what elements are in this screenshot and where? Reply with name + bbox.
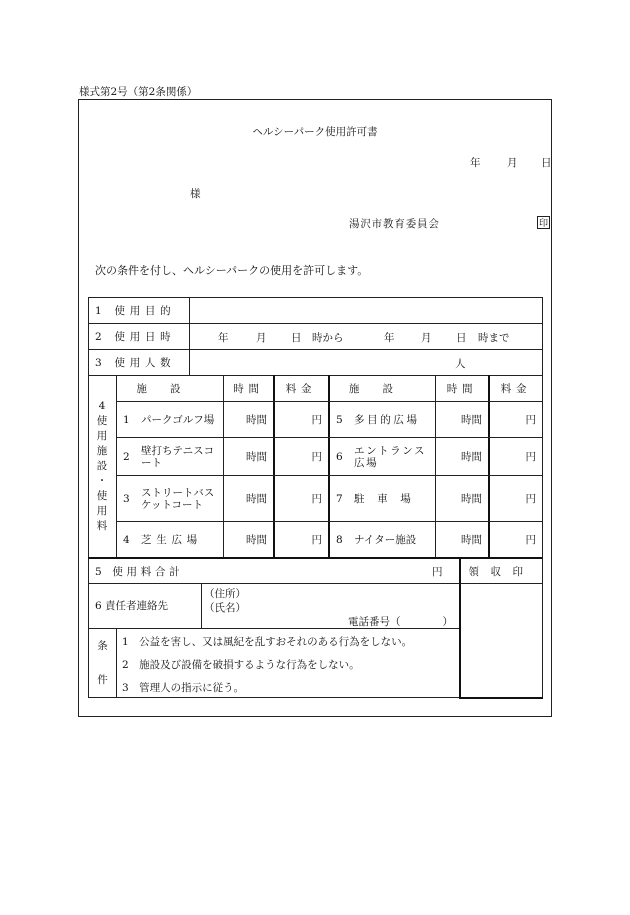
datetime-until: 時まで <box>478 332 510 344</box>
form-title: ヘルシーパーク使用許可書 <box>252 126 378 138</box>
facility-1: 1 パークゴルフ場 <box>123 413 215 426</box>
header-fee-right: 料金 <box>500 383 532 395</box>
facility-8: 8 ナイター施設 <box>336 533 417 546</box>
facility-7-time: 時間 <box>461 493 482 505</box>
facility-1-fee: 円 <box>311 414 322 426</box>
form-number: 様式第2号（第2条関係） <box>79 86 198 98</box>
issuer: 湯沢市教育委員会 <box>349 218 440 230</box>
header-facility-left: 施設 <box>136 383 204 395</box>
total-unit: 円 <box>432 566 443 578</box>
conditions-label: 条 件 <box>97 640 108 686</box>
header-time-left: 時間 <box>233 383 264 395</box>
date-day: 日 <box>541 157 552 169</box>
facility-4-fee: 円 <box>311 534 322 546</box>
facility-2-time: 時間 <box>246 451 267 463</box>
people-unit: 人 <box>455 358 466 370</box>
datetime-month-1: 月 <box>256 332 267 344</box>
datetime-year-2: 年 <box>384 332 395 344</box>
facility-2: 2 壁打ちテニスコート <box>123 444 215 469</box>
total-label: 5 使用料合計 <box>95 565 184 578</box>
datetime-day-1: 日 <box>291 332 302 344</box>
contact-phone: 電話番号（ ） <box>348 616 453 628</box>
facility-5-time: 時間 <box>461 414 482 426</box>
condition-3: 3 管理人の指示に従う。 <box>122 682 245 694</box>
date-year: 年 <box>470 157 481 169</box>
facilities-label: 4 使 用 施 設 ・ 使 用 料 <box>96 400 108 532</box>
seal-box: 印 <box>537 216 550 229</box>
header-fee-left: 料金 <box>285 383 317 395</box>
datetime-day-2: 日 <box>456 332 467 344</box>
facility-8-fee: 円 <box>525 534 536 546</box>
facility-6: 6 エントランス広場 <box>336 444 427 469</box>
condition-2: 2 施設及び設備を破損するような行為をしない。 <box>122 659 360 671</box>
facility-8-time: 時間 <box>461 534 482 546</box>
receipt-stamp-label: 領収印 <box>468 565 535 578</box>
datetime-year-1: 年 <box>218 332 229 344</box>
facility-4: 4 芝生広場 <box>123 533 202 546</box>
row-datetime-label: 2 使用日時 <box>95 330 176 343</box>
row-purpose-label: 1 使用目的 <box>95 304 176 317</box>
facility-7-fee: 円 <box>525 493 536 505</box>
facility-4-time: 時間 <box>246 534 267 546</box>
row-people-label: 3 使用人数 <box>95 356 176 369</box>
facility-3-fee: 円 <box>311 493 322 505</box>
datetime-month-2: 月 <box>421 332 432 344</box>
facility-7: 7 駐車場 <box>336 492 424 505</box>
facility-6-fee: 円 <box>525 451 536 463</box>
facility-1-time: 時間 <box>246 414 267 426</box>
facility-6-time: 時間 <box>461 451 482 463</box>
date-month: 月 <box>507 157 518 169</box>
header-time-right: 時間 <box>446 383 478 395</box>
contact-address: （住所） <box>204 588 246 600</box>
contact-name: （氏名） <box>204 602 246 614</box>
facility-2-fee: 円 <box>311 451 322 463</box>
facility-5-fee: 円 <box>525 414 536 426</box>
header-facility-right: 施設 <box>348 383 417 395</box>
facility-3: 3 ストリートバスケットコート <box>123 486 215 511</box>
addressee-suffix: 様 <box>190 188 201 200</box>
intro-text: 次の条件を付し、ヘルシーパークの使用を許可します。 <box>95 264 369 277</box>
condition-1: 1 公益を害し、又は風紀を乱すおそれのある行為をしない。 <box>122 636 413 648</box>
facility-3-time: 時間 <box>246 493 267 505</box>
contact-label: 6 責任者連絡先 <box>95 600 169 612</box>
datetime-from: 時から <box>312 332 344 344</box>
facility-5: 5 多目的広場 <box>336 413 420 426</box>
